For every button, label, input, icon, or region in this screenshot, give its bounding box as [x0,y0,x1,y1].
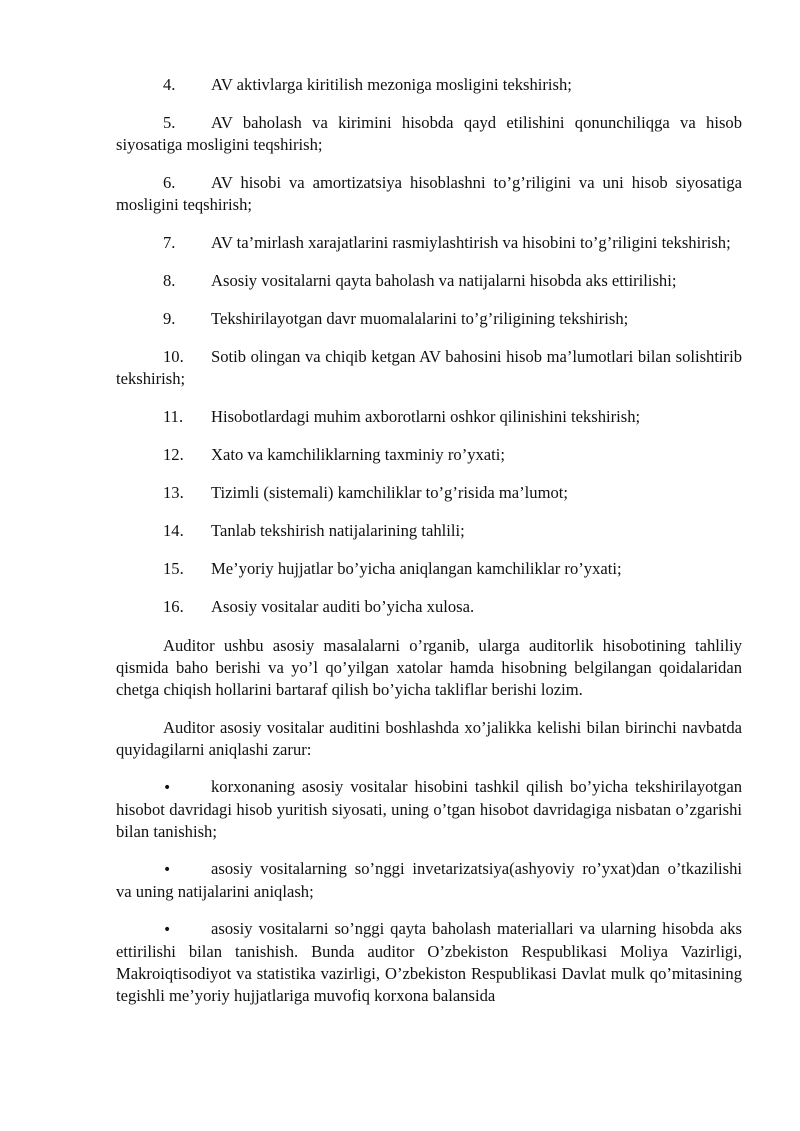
list-number: 5. [163,113,176,132]
list-text: AV hisobi va amortizatsiya hisoblashni to’g’riligini va uni hisob siyosatiga mosligini teqshirish; [116,173,742,214]
bullet-text: asosiy vositalarning so’nggi invetarizatsiya(ashyoviy ro’yxat)dan o’tkazilishi va uning natijalarini aniqlash; [116,859,742,902]
list-item [116,232,742,254]
list-number: 15. [163,559,184,578]
list-number: 13. [163,483,184,502]
list-text: Tanlab tekshirish natijalarining tahlili; [211,521,465,540]
list-number: 11. [163,407,184,426]
list-item [116,308,742,330]
list-number: 12. [163,445,184,464]
list-item [116,74,742,96]
list-item [116,520,742,542]
bullet-text: asosiy vositalarni so’nggi qayta baholash materiallari va ularning hisobda aks ettirilishi bilan tanishish. Bunda auditor O’zbekiston Respublikasi Moliya Vazirligi, Makroiqtisodiyot va statistika vazirligi, O’zbekiston Respublikasi Davlat mulk qo’mitasining tegishli me’yoriy hujjatlariga muvofiq korxona balansida [116,919,742,1006]
list-item [116,482,742,504]
list-item [116,172,742,216]
list-item [116,444,742,466]
list-text: Me’yoriy hujjatlar bo’yicha aniqlangan kamchiliklar ro’yxati; [211,559,622,578]
list-text: AV aktivlarga kiritilish mezoniga mosligini tekshirish; [211,75,572,94]
document-page [116,74,742,1022]
list-number: 8. [163,271,176,290]
list-item [116,346,742,390]
list-number: 4. [163,75,176,94]
list-text: Tizimli (sistemali) kamchiliklar to’g’risida ma’lumot; [211,483,569,502]
body-paragraph: Auditor asosiy vositalar auditini boshlashda xo’jalikka kelishi bilan birinchi navbatda quyidagilarni aniqlashi zarur: [116,718,742,760]
list-number: 9. [163,309,176,328]
list-number: 10. [163,347,184,366]
list-item [116,558,742,580]
list-text: Asosiy vositalar auditi bo’yicha xulosa. [211,597,475,616]
bullet-icon: • [163,862,172,879]
bullet-item [116,858,742,903]
list-number: 14. [163,521,184,540]
bullet-item [116,918,742,1007]
list-number: 7. [163,233,176,252]
body-paragraph: Auditor ushbu asosiy masalalarni o’rganib, ularga auditorlik hisobotining tahliliy qismida baho berishi va yo’l qo’yilgan xatolar hamda hisobning belgilangan qoidalaridan chetga chiqish hollarini bartaraf qilish bo’yicha takliflar berishi lozim. [116,635,742,699]
list-text: AV baholash va kirimini hisobda qayd etilishini qonunchiliqga va hisob siyosatiga mosligini teqshirish; [116,113,742,154]
list-text: Tekshirilayotgan davr muomalalarini to’g’riligining tekshirish; [211,309,629,328]
list-text: Xato va kamchiliklarning taxminiy ro’yxati; [211,445,506,464]
list-text: Asosiy vositalarni qayta baholash va natijalarni hisobda aks ettirilishi; [211,271,677,290]
bullet-icon: • [163,922,172,939]
bullet-item [116,776,742,843]
list-item [116,112,742,156]
bullet-text: korxonaning asosiy vositalar hisobini tashkil qilish bo’yicha tekshirilayotgan hisobot davridagi hisob yuritish siyosati, uning o’tgan hisobot davridagiga nisbatan o’zgarishi bilan tanishish; [116,777,742,842]
list-item [116,596,742,618]
list-item [116,406,742,428]
list-text: AV ta’mirlash xarajatlarini rasmiylashtirish va hisobini to’g’riligini tekshirish; [211,233,731,252]
list-item [116,270,742,292]
bullet-icon: • [163,780,172,797]
list-number: 16. [163,597,184,616]
list-number: 6. [163,173,176,192]
list-text: Hisobotlardagi muhim axborotlarni oshkor qilinishini tekshirish; [211,407,641,426]
list-text: Sotib olingan va chiqib ketgan AV bahosini hisob ma’lumotlari bilan solishtirib tekshirish; [116,347,742,388]
